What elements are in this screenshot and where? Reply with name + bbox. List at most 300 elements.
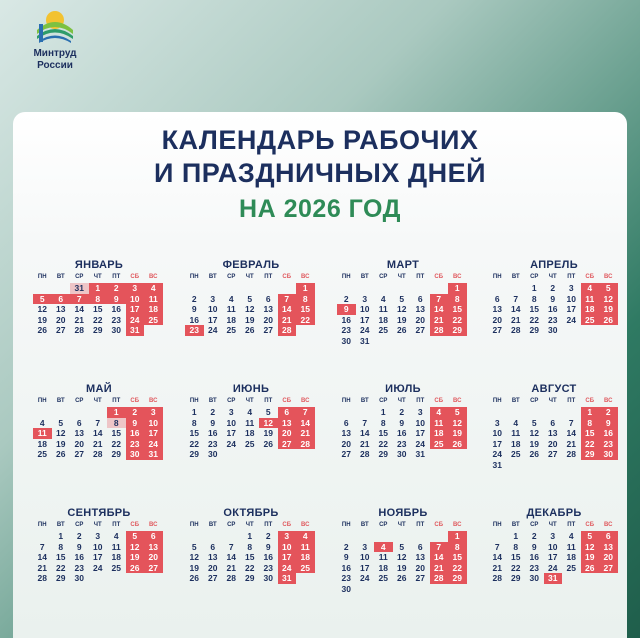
month-grid bbox=[488, 396, 620, 470]
day-holiday: 3 bbox=[144, 407, 163, 418]
day-holiday: 7 bbox=[430, 294, 449, 305]
day-working: 15 bbox=[93, 304, 103, 314]
day-holiday: 21 bbox=[296, 428, 315, 439]
day-holiday: 13 bbox=[599, 542, 618, 553]
day-working: 23 bbox=[111, 314, 121, 325]
empty-cell bbox=[488, 407, 507, 418]
weekday-header: ПН bbox=[492, 522, 502, 528]
day-working: 24 bbox=[208, 325, 218, 335]
empty-cell bbox=[337, 531, 356, 542]
day-working: 21 bbox=[93, 438, 103, 449]
empty-cell bbox=[70, 407, 89, 418]
day-working: 4 bbox=[113, 531, 119, 541]
day-working: 20 bbox=[415, 314, 425, 325]
day-holiday: 30 bbox=[599, 449, 618, 460]
day-working: 25 bbox=[226, 325, 236, 335]
day-working: 18 bbox=[378, 562, 388, 573]
weekday-header: ЧТ bbox=[245, 522, 254, 528]
title-block bbox=[13, 124, 627, 226]
day-working: 25 bbox=[378, 325, 388, 335]
day-working: 14 bbox=[360, 428, 370, 438]
month-name: СЕНТЯБРЬ bbox=[67, 507, 131, 519]
day-working: 18 bbox=[566, 552, 576, 562]
day-working: 6 bbox=[210, 541, 216, 552]
day-working: 9 bbox=[191, 304, 197, 314]
month-grid bbox=[337, 396, 469, 460]
day-holiday: 26 bbox=[581, 563, 600, 574]
weekday-header: ВС bbox=[301, 398, 310, 404]
day-working: 2 bbox=[191, 293, 197, 304]
weekday-header: ПТ bbox=[112, 398, 121, 404]
empty-cell bbox=[488, 283, 507, 294]
day-holiday: 23 bbox=[185, 325, 204, 336]
weekday-header: ПН bbox=[341, 522, 351, 528]
day-working: 22 bbox=[378, 438, 388, 449]
day-holiday: 16 bbox=[599, 428, 618, 439]
weekday-header: СР bbox=[75, 398, 84, 404]
day-holiday: 29 bbox=[581, 449, 600, 460]
day-holiday: 2 bbox=[107, 283, 126, 294]
empty-cell bbox=[430, 531, 449, 542]
day-working: 19 bbox=[189, 562, 199, 573]
day-holiday: 7 bbox=[430, 542, 449, 553]
day-holiday: 11 bbox=[144, 294, 163, 305]
day-working: 8 bbox=[513, 541, 519, 552]
day-working: 9 bbox=[531, 541, 537, 552]
day-working: 4 bbox=[568, 531, 574, 541]
day-working: 1 bbox=[531, 283, 537, 293]
day-working: 10 bbox=[93, 541, 103, 552]
day-working: 19 bbox=[397, 562, 407, 573]
day-working: 30 bbox=[548, 325, 558, 335]
day-working: 17 bbox=[93, 552, 103, 562]
day-working: 19 bbox=[56, 438, 66, 449]
day-working: 20 bbox=[263, 314, 273, 325]
day-holiday: 28 bbox=[430, 325, 449, 336]
day-holiday: 21 bbox=[278, 315, 297, 326]
empty-cell bbox=[356, 407, 375, 418]
day-holiday: 12 bbox=[126, 542, 145, 553]
day-working: 25 bbox=[378, 573, 388, 583]
day-working: 27 bbox=[415, 325, 425, 335]
day-working: 4 bbox=[228, 293, 234, 304]
day-working: 20 bbox=[74, 438, 84, 449]
day-working: 17 bbox=[360, 314, 370, 325]
empty-cell bbox=[374, 531, 393, 542]
day-working: 2 bbox=[343, 293, 349, 304]
day-holiday: 6 bbox=[278, 407, 297, 418]
day-holiday: 28 bbox=[278, 325, 297, 336]
day-working: 27 bbox=[492, 325, 502, 335]
day-working: 12 bbox=[189, 552, 199, 562]
day-working: 17 bbox=[208, 314, 218, 325]
day-working: 5 bbox=[191, 541, 197, 552]
day-holiday: 9 bbox=[599, 418, 618, 429]
weekday-header: ЧТ bbox=[548, 522, 557, 528]
day-working: 25 bbox=[111, 562, 121, 573]
day-working: 11 bbox=[378, 552, 388, 562]
day-holiday: 1 bbox=[107, 407, 126, 418]
weekday-header: ПТ bbox=[416, 522, 425, 528]
month-grid bbox=[33, 520, 165, 584]
weekday-header: СР bbox=[530, 398, 539, 404]
day-holiday: 14 bbox=[278, 304, 297, 315]
day-working: 24 bbox=[548, 562, 558, 573]
day-working: 3 bbox=[550, 531, 556, 541]
empty-cell bbox=[204, 531, 223, 542]
day-working: 17 bbox=[492, 438, 502, 449]
day-working: 22 bbox=[189, 438, 199, 449]
day-working: 3 bbox=[568, 283, 574, 293]
day-holiday: 10 bbox=[278, 542, 297, 553]
empty-cell bbox=[507, 283, 526, 294]
day-working: 13 bbox=[415, 304, 425, 314]
day-working: 21 bbox=[511, 314, 521, 325]
weekday-header: ПН bbox=[492, 274, 502, 280]
day-holiday: 17 bbox=[144, 428, 163, 439]
day-working: 23 bbox=[529, 562, 539, 573]
weekday-header: ВТ bbox=[208, 398, 217, 404]
day-working: 18 bbox=[511, 438, 521, 449]
day-working: 15 bbox=[189, 428, 199, 438]
day-working: 24 bbox=[360, 325, 370, 335]
empty-cell bbox=[488, 531, 507, 542]
day-holiday: 9 bbox=[337, 304, 356, 315]
day-working: 23 bbox=[74, 562, 84, 573]
day-working: 13 bbox=[208, 552, 218, 562]
weekday-header: СБ bbox=[585, 522, 595, 528]
weekday-header: СР bbox=[379, 398, 388, 404]
weekday-header: СР bbox=[227, 398, 236, 404]
day-working: 28 bbox=[93, 449, 103, 459]
day-working: 6 bbox=[265, 293, 271, 304]
weekday-header: ЧТ bbox=[93, 522, 102, 528]
day-working: 28 bbox=[37, 573, 47, 583]
day-working: 23 bbox=[548, 314, 558, 325]
weekday-header: ПН bbox=[189, 522, 199, 528]
day-working: 24 bbox=[566, 314, 576, 325]
day-working: 15 bbox=[529, 304, 539, 314]
month-name: ИЮЛЬ bbox=[385, 383, 421, 395]
day-working: 13 bbox=[74, 428, 84, 438]
day-holiday: 26 bbox=[448, 439, 467, 450]
logo-line-2: России bbox=[37, 60, 73, 71]
empty-cell bbox=[356, 531, 375, 542]
day-holiday: 25 bbox=[430, 439, 449, 450]
day-working: 18 bbox=[226, 314, 236, 325]
day-working: 16 bbox=[341, 562, 351, 573]
day-working: 20 bbox=[548, 438, 558, 449]
day-working: 9 bbox=[550, 293, 556, 304]
weekday-header: ПН bbox=[341, 398, 351, 404]
month-10 bbox=[185, 506, 317, 584]
day-working: 14 bbox=[74, 304, 84, 314]
day-holiday: 8 bbox=[448, 542, 467, 553]
month-name: ОКТЯБРЬ bbox=[223, 507, 279, 519]
day-working: 7 bbox=[513, 293, 519, 304]
day-holiday: 14 bbox=[430, 552, 449, 563]
day-holiday: 1 bbox=[296, 283, 315, 294]
weekday-header: ВТ bbox=[360, 522, 369, 528]
day-holiday: 4 bbox=[374, 542, 393, 553]
weekday-header: СБ bbox=[282, 398, 292, 404]
day-working: 9 bbox=[399, 417, 405, 428]
day-holiday: 10 bbox=[126, 294, 145, 305]
weekday-header: ПН bbox=[189, 274, 199, 280]
weekday-header: ПН bbox=[37, 522, 47, 528]
weekday-header: СР bbox=[530, 274, 539, 280]
title-line-1: КАЛЕНДАРЬ РАБОЧИХ bbox=[161, 125, 479, 155]
weekday-header: ВС bbox=[453, 274, 462, 280]
day-holiday: 1 bbox=[89, 283, 108, 294]
month-6 bbox=[185, 382, 317, 460]
month-grid bbox=[185, 396, 317, 460]
empty-cell bbox=[337, 283, 356, 294]
day-working: 1 bbox=[191, 407, 197, 417]
month-grid bbox=[33, 396, 165, 460]
day-working: 14 bbox=[511, 304, 521, 314]
day-working: 10 bbox=[566, 293, 576, 304]
day-working: 29 bbox=[378, 449, 388, 459]
day-working: 7 bbox=[362, 417, 368, 428]
day-holiday: 7 bbox=[278, 294, 297, 305]
day-working: 25 bbox=[245, 438, 255, 449]
day-working: 19 bbox=[397, 314, 407, 325]
month-name: АПРЕЛЬ bbox=[530, 259, 578, 271]
day-working: 27 bbox=[341, 449, 351, 459]
day-working: 29 bbox=[245, 573, 255, 583]
day-holiday: 14 bbox=[430, 304, 449, 315]
day-holiday: 15 bbox=[581, 428, 600, 439]
weekday-header: ПТ bbox=[416, 274, 425, 280]
empty-cell bbox=[411, 531, 430, 542]
day-holiday: 12 bbox=[448, 418, 467, 429]
weekday-header: СБ bbox=[282, 274, 292, 280]
day-holiday: 20 bbox=[599, 552, 618, 563]
calendar-card bbox=[13, 112, 627, 638]
day-working: 10 bbox=[548, 541, 558, 552]
day-holiday: 15 bbox=[448, 552, 467, 563]
day-holiday: 27 bbox=[144, 563, 163, 574]
day-holiday: 29 bbox=[448, 325, 467, 336]
month-1 bbox=[33, 258, 165, 336]
month-name: ФЕВРАЛЬ bbox=[222, 259, 280, 271]
month-grid bbox=[337, 272, 469, 346]
day-working: 7 bbox=[568, 417, 574, 428]
weekday-header: СБ bbox=[434, 274, 444, 280]
day-working: 17 bbox=[566, 304, 576, 314]
day-working: 27 bbox=[56, 325, 66, 335]
day-working: 29 bbox=[56, 573, 66, 583]
day-working: 14 bbox=[566, 428, 576, 438]
weekday-header: СР bbox=[75, 274, 84, 280]
day-working: 5 bbox=[399, 293, 405, 304]
day-working: 8 bbox=[107, 418, 126, 429]
day-working: 10 bbox=[226, 417, 236, 428]
day-working: 28 bbox=[74, 325, 84, 335]
empty-cell bbox=[185, 531, 204, 542]
empty-cell bbox=[393, 283, 412, 294]
day-holiday: 21 bbox=[430, 563, 449, 574]
logo-line-1: Минтруд bbox=[33, 48, 77, 59]
day-working: 9 bbox=[343, 552, 349, 562]
weekday-header: ВС bbox=[604, 274, 613, 280]
day-working: 29 bbox=[529, 325, 539, 335]
weekday-header: ВС bbox=[149, 274, 158, 280]
day-working: 30 bbox=[397, 449, 407, 459]
day-holiday: 23 bbox=[126, 439, 145, 450]
day-working: 13 bbox=[56, 304, 66, 314]
month-name: АВГУСТ bbox=[531, 383, 577, 395]
day-working: 19 bbox=[245, 314, 255, 325]
day-holiday: 31 bbox=[144, 449, 163, 460]
day-holiday: 20 bbox=[144, 552, 163, 563]
day-holiday: 9 bbox=[107, 294, 126, 305]
day-working: 16 bbox=[397, 428, 407, 438]
day-working: 6 bbox=[417, 541, 423, 552]
weekday-header: СР bbox=[227, 274, 236, 280]
day-working: 2 bbox=[531, 531, 537, 541]
day-working: 2 bbox=[550, 283, 556, 293]
day-working: 2 bbox=[343, 541, 349, 552]
day-working: 24 bbox=[226, 438, 236, 449]
weekday-header: ВТ bbox=[511, 274, 520, 280]
month-name: НОЯБРЬ bbox=[378, 507, 428, 519]
weekday-header: ЧТ bbox=[397, 398, 406, 404]
day-working: 10 bbox=[208, 304, 218, 314]
day-working: 26 bbox=[529, 449, 539, 459]
empty-cell bbox=[374, 283, 393, 294]
weekday-header: ВТ bbox=[56, 274, 65, 280]
day-holiday: 26 bbox=[599, 315, 618, 326]
weekday-header: СБ bbox=[434, 522, 444, 528]
day-holiday: 1 bbox=[581, 407, 600, 418]
day-working: 26 bbox=[397, 573, 407, 583]
empty-cell bbox=[562, 407, 581, 418]
day-working: 22 bbox=[93, 314, 103, 325]
day-working: 14 bbox=[492, 552, 502, 562]
day-holiday: 9 bbox=[126, 418, 145, 429]
day-working: 10 bbox=[360, 552, 370, 562]
day-holiday: 5 bbox=[448, 407, 467, 418]
day-working: 2 bbox=[76, 531, 82, 541]
day-holiday: 24 bbox=[126, 315, 145, 326]
month-12 bbox=[488, 506, 620, 584]
day-working: 10 bbox=[492, 428, 502, 438]
day-holiday: 17 bbox=[126, 304, 145, 315]
day-working: 27 bbox=[74, 449, 84, 459]
weekday-header: СБ bbox=[130, 274, 140, 280]
day-working: 30 bbox=[263, 573, 273, 583]
day-working: 9 bbox=[76, 541, 82, 552]
month-5 bbox=[33, 382, 165, 460]
day-working: 31 bbox=[360, 335, 370, 346]
day-holiday: 8 bbox=[296, 294, 315, 305]
day-working: 18 bbox=[378, 314, 388, 325]
day-working: 11 bbox=[378, 304, 388, 314]
weekday-header: ЧТ bbox=[397, 522, 406, 528]
day-working: 26 bbox=[37, 325, 47, 335]
day-holiday: 18 bbox=[581, 304, 600, 315]
empty-cell bbox=[337, 407, 356, 418]
month-grid bbox=[337, 520, 469, 594]
day-working: 26 bbox=[245, 325, 255, 335]
weekday-header: ВТ bbox=[360, 274, 369, 280]
empty-cell bbox=[204, 283, 223, 294]
weekday-header: ПТ bbox=[264, 398, 273, 404]
day-working: 15 bbox=[111, 428, 121, 438]
empty-cell bbox=[185, 283, 204, 294]
day-working: 12 bbox=[397, 552, 407, 562]
day-working: 7 bbox=[95, 417, 101, 428]
month-name: ДЕКАБРЬ bbox=[526, 507, 582, 519]
day-holiday: 2 bbox=[599, 407, 618, 418]
day-working: 5 bbox=[531, 417, 537, 428]
day-holiday: 31 bbox=[544, 573, 563, 584]
day-working: 6 bbox=[343, 417, 349, 428]
weekday-header: ВТ bbox=[360, 398, 369, 404]
day-working: 13 bbox=[415, 552, 425, 562]
weekday-header: ПН bbox=[341, 274, 351, 280]
day-holiday: 12 bbox=[581, 542, 600, 553]
empty-cell bbox=[430, 283, 449, 294]
day-working: 24 bbox=[93, 562, 103, 573]
month-name: ЯНВАРЬ bbox=[74, 259, 124, 271]
day-working: 15 bbox=[378, 428, 388, 438]
day-working: 11 bbox=[566, 541, 576, 552]
title-year: НА 2026 ГОД bbox=[239, 195, 401, 223]
day-working: 21 bbox=[37, 562, 47, 573]
day-holiday: 25 bbox=[296, 563, 315, 574]
day-holiday: 1 bbox=[448, 283, 467, 294]
day-working: 17 bbox=[415, 428, 425, 438]
day-working: 2 bbox=[399, 407, 405, 417]
day-working: 30 bbox=[74, 573, 84, 583]
day-working: 5 bbox=[399, 541, 405, 552]
day-working: 7 bbox=[494, 541, 500, 552]
day-working: 23 bbox=[208, 438, 218, 449]
empty-cell bbox=[89, 407, 108, 418]
weekday-header: СБ bbox=[585, 398, 595, 404]
month-name: МАРТ bbox=[386, 259, 420, 271]
day-holiday: 27 bbox=[599, 563, 618, 574]
month-3 bbox=[337, 258, 469, 346]
day-working: 16 bbox=[548, 304, 558, 314]
title-line-2: И ПРАЗДНИЧНЫХ ДНЕЙ bbox=[153, 158, 487, 188]
day-holiday: 3 bbox=[278, 531, 297, 542]
month-7 bbox=[337, 382, 469, 460]
day-working: 14 bbox=[37, 552, 47, 562]
day-working: 3 bbox=[494, 417, 500, 428]
day-working: 11 bbox=[111, 541, 121, 552]
day-working: 31 bbox=[492, 459, 502, 470]
weekday-header: СБ bbox=[130, 398, 140, 404]
day-working: 13 bbox=[263, 304, 273, 314]
empty-cell bbox=[544, 407, 563, 418]
day-working: 24 bbox=[415, 438, 425, 449]
day-holiday: 11 bbox=[296, 542, 315, 553]
day-holiday: 15 bbox=[448, 304, 467, 315]
weekday-header: ПТ bbox=[264, 274, 273, 280]
empty-cell bbox=[525, 407, 544, 418]
day-working: 17 bbox=[226, 428, 236, 438]
day-working: 3 bbox=[228, 407, 234, 417]
day-working: 27 bbox=[548, 449, 558, 459]
weekday-header: ПТ bbox=[567, 398, 576, 404]
day-working: 20 bbox=[56, 314, 66, 325]
day-holiday: 5 bbox=[581, 531, 600, 542]
day-holiday: 1 bbox=[448, 531, 467, 542]
